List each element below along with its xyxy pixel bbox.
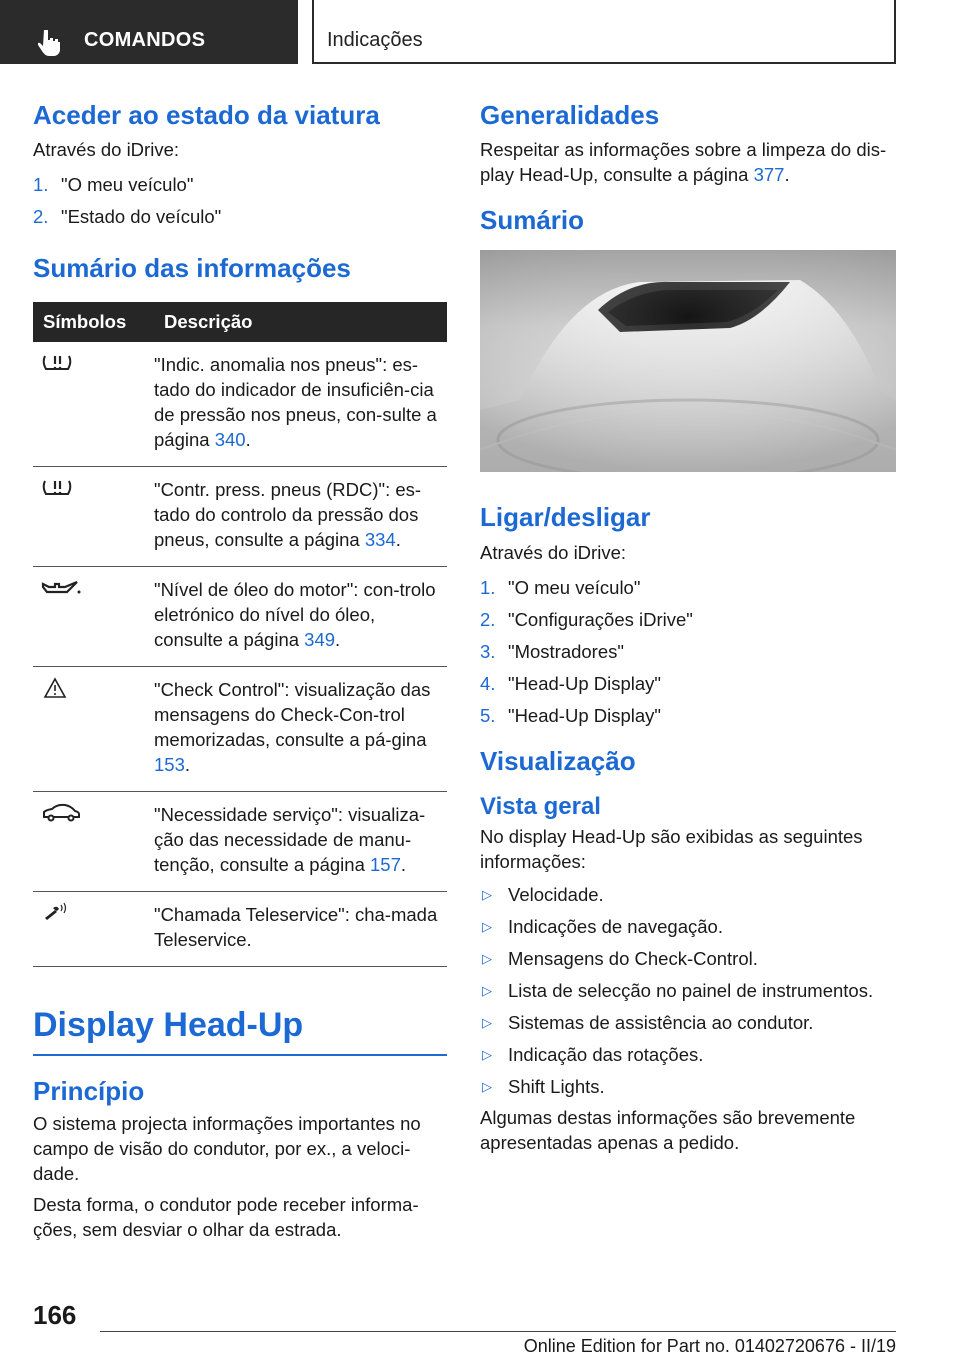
tire-pressure-monitor-icon [41,477,81,499]
list-item: ▷ Shift Lights. [482,1075,605,1097]
list-item: ▷ Lista de selecção no painel de instrumentos. [482,979,874,1001]
column-header-description: Descrição [154,302,447,342]
triangle-bullet-icon: ▷ [482,950,492,966]
page-link[interactable]: 377 [753,164,785,186]
pointing-hand-icon [38,28,66,56]
head-up-display-photo [480,250,896,472]
principle-paragraph-2: Desta forma, o condutor pode receber informa-ções, sem desviar o olhar da estrada. [33,1194,419,1241]
list-item: 1. "O meu veículo" [33,174,194,196]
on-off-intro: Através do iDrive: [480,541,626,563]
table-row: "Necessidade serviço": visualiza-ção das necessidade de manu-tenção, consulte a página 157. [33,792,447,892]
list-item: 4. "Head-Up Display" [480,672,661,694]
on-off-steps [480,575,896,728]
table-row: "Nível de óleo do motor": con-trolo eletrónico do nível do óleo, consulte a página 349. [33,567,447,667]
column-header-symbols: Símbolos [33,302,154,342]
info-table [33,302,447,967]
summary-info-heading: Sumário das informações [33,253,351,284]
page-link[interactable]: 334 [364,529,396,551]
left-column [33,100,447,1242]
tire-pressure-warning-icon [41,352,81,374]
list-item: 5. "Head-Up Display" [480,704,661,726]
wrench-signal-icon [41,902,81,924]
edition-note: Online Edition for Part no. 01402720676 - II/19 [523,1336,896,1356]
summary-heading: Sumário [480,205,585,236]
triangle-bullet-icon: ▷ [482,886,492,902]
on-off-heading: Ligar/desligar [480,502,651,533]
overview-intro: No display Head-Up são exibidas as seguintes informações: [480,825,863,872]
page-link[interactable]: 340 [214,429,246,451]
list-item: ▷ Mensagens do Check-Control. [482,947,758,969]
display-heading: Visualização [480,745,636,776]
list-item: 2. "Estado do veículo" [33,206,222,228]
section-tab-label: COMANDOS [84,29,206,51]
table-row: "Indic. anomalia nos pneus": es-tado do indicador de insuficiên-cia de pressão nos pneus, con-sulte a página 340. [33,342,447,467]
heading-rule [33,1054,447,1056]
right-column [480,100,896,1155]
footer-rule [100,1331,896,1332]
triangle-bullet-icon: ▷ [482,982,492,998]
list-item: ▷ Sistemas de assistência ao condutor. [482,1011,814,1033]
chapter-header [312,0,896,64]
list-item: ▷ Indicação das rotações. [482,1043,704,1065]
list-item: ▷ Velocidade. [482,883,604,905]
list-item: ▷ Indicações de navegação. [482,915,723,937]
page-number: 166 [33,1300,77,1330]
triangle-bullet-icon: ▷ [482,1078,492,1094]
overview-list [480,882,896,1099]
general-paragraph: Respeitar as informações sobre a limpeza do dis-play Head-Up, consulte a página 377. [480,139,887,186]
triangle-bullet-icon: ▷ [482,918,492,934]
list-item: 1. "O meu veículo" [480,576,641,598]
access-intro: Através do iDrive: [33,139,179,161]
access-status-heading: Aceder ao estado da viatura [33,100,380,130]
overview-outro: Algumas destas informações são brevemente apresentadas apenas a pedido. [480,1106,856,1153]
page-link[interactable]: 153 [154,754,185,776]
table-row: "Contr. press. pneus (RDC)": es-tado do controlo da pressão dos pneus, consulte a página 334. [33,467,447,567]
page-link[interactable]: 157 [370,854,401,876]
chapter-title: Indicações [327,29,423,51]
list-item: 3. "Mostradores" [480,640,624,662]
general-heading: Generalidades [480,100,660,130]
oil-can-icon [41,577,81,599]
triangle-bullet-icon: ▷ [482,1046,492,1062]
table-row: "Chamada Teleservice": cha-mada Teleservice. [33,892,447,967]
overview-heading: Vista geral [480,792,601,820]
triangle-bullet-icon: ▷ [482,1014,492,1030]
access-steps [33,172,447,229]
principle-heading: Princípio [33,1076,145,1107]
table-row: "Check Control": visualização das mensagens do Check-Con-trol memorizadas, consulte a pá-gina 153. [33,667,447,792]
principle-paragraph-1: O sistema projecta informações importantes no campo de visão do condutor, por ex., a veloci-dade. [33,1113,421,1185]
list-item: 2. "Configurações iDrive" [480,608,693,630]
page-link[interactable]: 349 [304,629,336,651]
car-service-icon [41,802,81,824]
warning-triangle-icon [41,677,81,699]
head-up-display-heading: Display Head-Up [33,1006,304,1045]
section-tab[interactable] [0,0,298,64]
